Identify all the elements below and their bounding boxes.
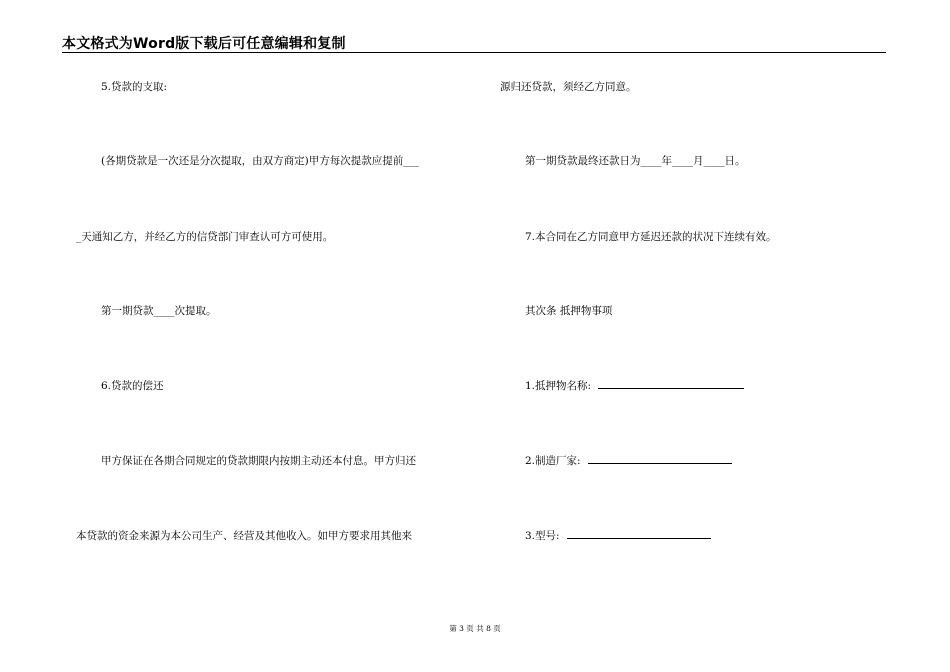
- paragraph-repayment-source: 本贷款的资金来源为本公司生产、经营及其他收入。如甲方要求用其他来: [76, 530, 412, 542]
- model-label: 3.型号:: [525, 530, 560, 542]
- collateral-name-label: 1.抵押物名称:: [525, 380, 592, 392]
- manufacturer-row: [500, 454, 732, 468]
- paragraph-repayment-heading: 6.贷款的偿还: [101, 380, 164, 392]
- paragraph-first-drawdown: 第一期贷款____次提取。: [101, 305, 217, 317]
- paragraph-contract-validity: 7.本合同在乙方同意甲方延迟还款的状况下连续有效。: [525, 231, 777, 243]
- collateral-name-blank: [598, 379, 744, 389]
- page-number-footer: 第 3 页 共 8 页: [449, 624, 501, 633]
- section-heading-collateral: 其次条 抵押物事项: [525, 305, 613, 317]
- paragraph-repayment-consent: 源归还贷款，须经乙方同意。: [500, 81, 637, 93]
- model-row: [500, 529, 711, 543]
- paragraph-loan-drawdown: 5.贷款的支取:: [101, 81, 168, 93]
- paragraph-repayment-guarantee: 甲方保证在各期合同规定的贷款期限内按期主动还本付息。甲方归还: [101, 455, 416, 467]
- paragraph-drawdown-approval: _天通知乙方，并经乙方的信贷部门审查认可方可使用。: [76, 231, 334, 243]
- model-blank: [567, 529, 711, 539]
- document-header-title: 本文格式为Word版下载后可任意编辑和复制: [62, 36, 346, 52]
- collateral-name-row: [500, 379, 744, 393]
- manufacturer-label: 2.制造厂家:: [525, 455, 581, 467]
- paragraph-final-repayment-date: 第一期贷款最终还款日为____年____月____日。: [525, 155, 746, 167]
- header-divider: [62, 52, 886, 53]
- manufacturer-blank: [588, 454, 732, 464]
- paragraph-drawdown-notice: (各期贷款是一次还是分次提取，由双方商定)甲方每次提款应提前___: [101, 155, 419, 167]
